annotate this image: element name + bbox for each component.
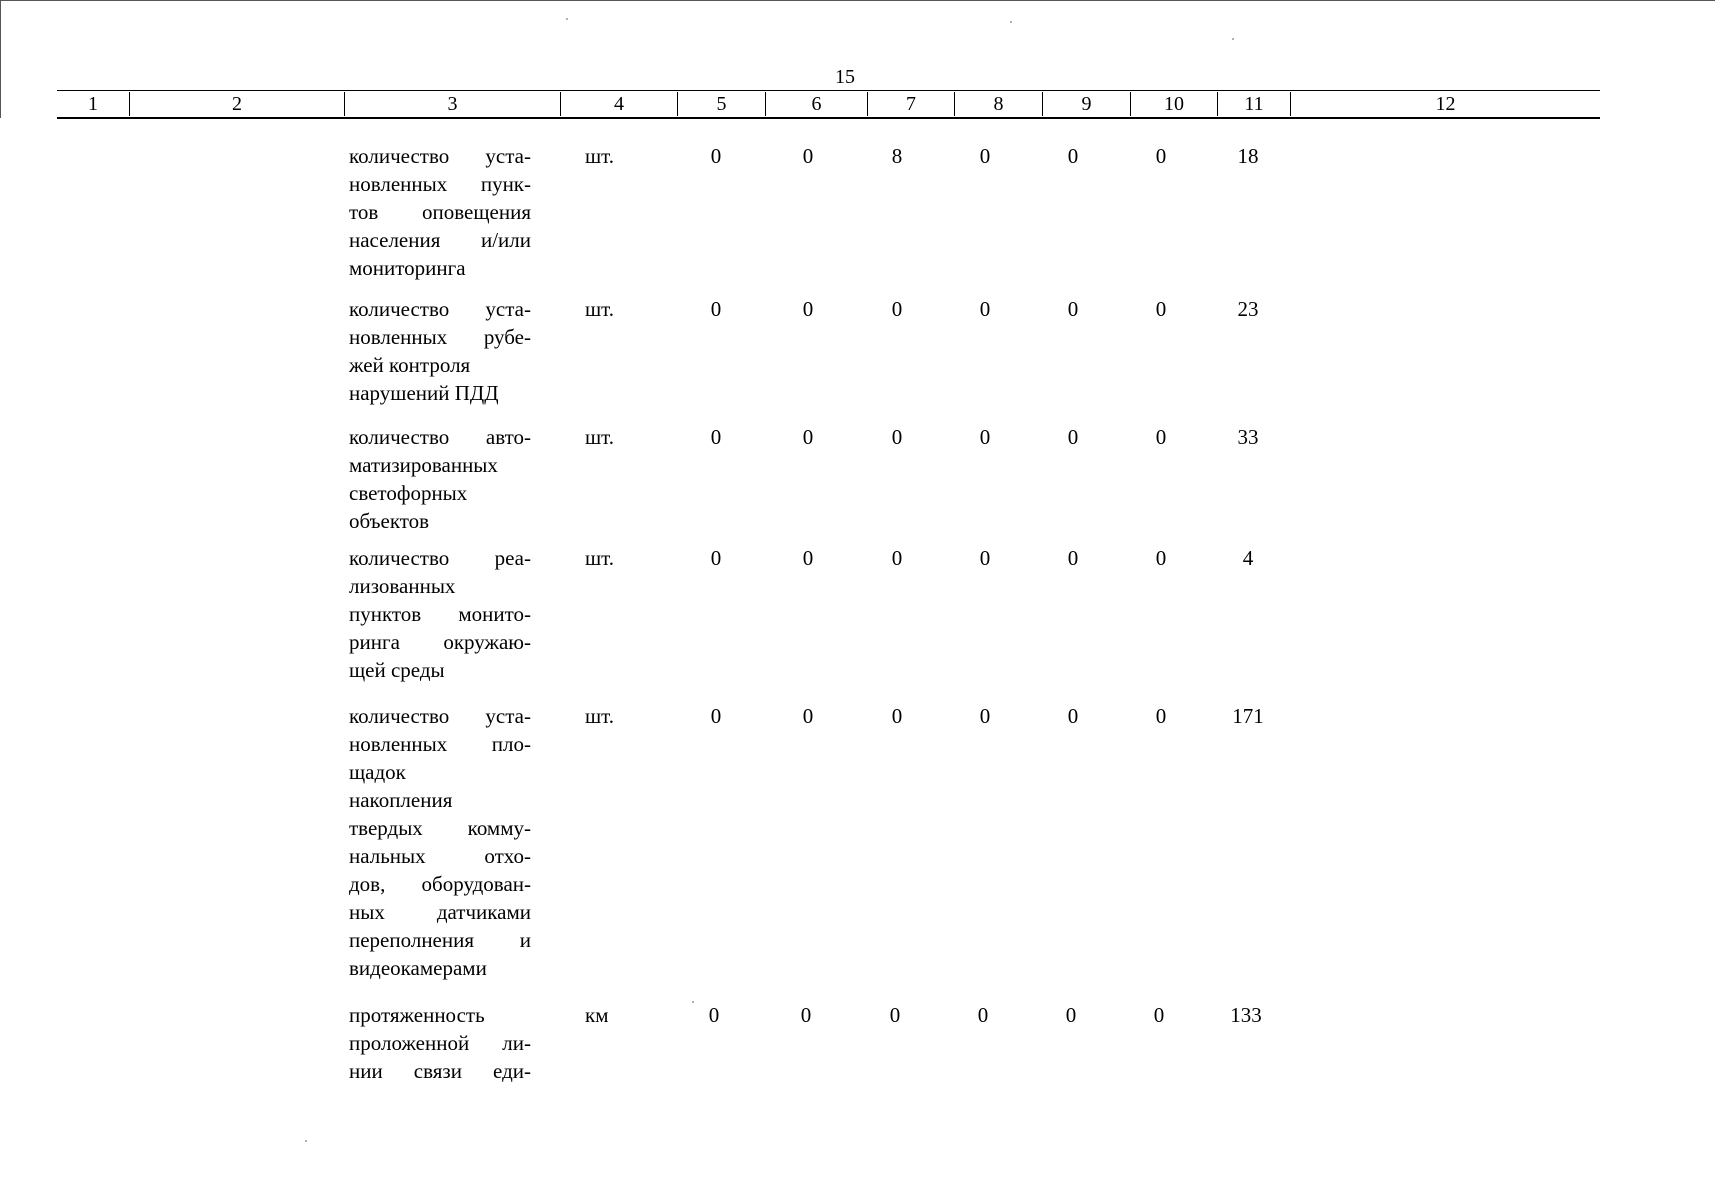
column-header: 3 bbox=[345, 92, 561, 116]
value-col-6: 0 bbox=[800, 1003, 812, 1027]
indicator-line: количество авто- bbox=[349, 425, 531, 449]
value-col-9: 0 bbox=[1067, 144, 1079, 168]
indicator-name bbox=[349, 142, 531, 282]
indicator-line: жей контроля bbox=[349, 353, 471, 377]
scan-edge-top bbox=[0, 0, 1715, 1]
indicator-line: ных датчиками bbox=[349, 900, 531, 924]
indicator-name bbox=[349, 423, 531, 535]
page-number: 15 bbox=[835, 66, 855, 88]
value-col-7: 0 bbox=[889, 1003, 901, 1027]
value-col-7: 0 bbox=[891, 546, 903, 570]
value-col-5: 0 bbox=[710, 546, 722, 570]
unit-cell: шт. bbox=[585, 425, 615, 449]
value-col-10: 0 bbox=[1155, 144, 1167, 168]
value-col-6: 0 bbox=[802, 297, 814, 321]
column-header: 8 bbox=[955, 92, 1043, 116]
indicator-line: матизированных bbox=[349, 453, 498, 477]
column-header: 1 bbox=[57, 92, 130, 116]
indicator-line: твердых комму- bbox=[349, 816, 531, 840]
indicator-line: количество уста- bbox=[349, 704, 531, 728]
column-header: 6 bbox=[766, 92, 868, 116]
indicator-line: накопления bbox=[349, 788, 453, 812]
indicator-name bbox=[349, 702, 531, 982]
value-col-10: 0 bbox=[1155, 704, 1167, 728]
value-col-11: 171 bbox=[1232, 704, 1264, 728]
value-col-11: 4 bbox=[1242, 546, 1254, 570]
scan-speck bbox=[1010, 21, 1012, 23]
value-col-9: 0 bbox=[1067, 297, 1079, 321]
column-header: 10 bbox=[1131, 92, 1218, 116]
indicator-line: объектов bbox=[349, 509, 430, 533]
unit-cell: км bbox=[585, 1003, 609, 1027]
unit-cell: шт. bbox=[585, 546, 615, 570]
indicator-line: нии связи еди- bbox=[349, 1059, 531, 1083]
scan-speck bbox=[692, 1001, 694, 1003]
indicator-line: дов, оборудован- bbox=[349, 872, 531, 896]
value-col-7: 0 bbox=[891, 704, 903, 728]
value-col-8: 0 bbox=[977, 1003, 989, 1027]
header-rule-top bbox=[57, 90, 1600, 91]
indicator-line: светофорных bbox=[349, 481, 468, 505]
scan-speck bbox=[566, 18, 568, 20]
value-col-6: 0 bbox=[802, 546, 814, 570]
column-header: 9 bbox=[1043, 92, 1131, 116]
column-header: 4 bbox=[561, 92, 678, 116]
value-col-7: 8 bbox=[891, 144, 903, 168]
value-col-9: 0 bbox=[1067, 425, 1079, 449]
scan-speck bbox=[305, 1140, 307, 1142]
unit-cell: шт. bbox=[585, 704, 615, 728]
column-header: 2 bbox=[130, 92, 345, 116]
indicator-line: населения и/или bbox=[349, 228, 531, 252]
value-col-5: 0 bbox=[710, 297, 722, 321]
header-rule-bottom bbox=[57, 117, 1600, 119]
indicator-line: щей среды bbox=[349, 658, 445, 682]
value-col-10: 0 bbox=[1155, 425, 1167, 449]
value-col-5: 0 bbox=[710, 144, 722, 168]
value-col-5: 0 bbox=[710, 425, 722, 449]
indicator-line: новленных пунк- bbox=[349, 172, 531, 196]
indicator-line: нальных отхо- bbox=[349, 844, 531, 868]
column-header: 5 bbox=[678, 92, 766, 116]
unit-cell: шт. bbox=[585, 297, 615, 321]
value-col-8: 0 bbox=[979, 297, 991, 321]
value-col-11: 18 bbox=[1237, 144, 1259, 168]
value-col-8: 0 bbox=[979, 144, 991, 168]
value-col-10: 0 bbox=[1155, 297, 1167, 321]
value-col-11: 33 bbox=[1237, 425, 1259, 449]
indicator-line: новленных пло- bbox=[349, 732, 531, 756]
indicator-line: нарушений ПДД bbox=[349, 381, 499, 405]
indicator-line: новленных рубе- bbox=[349, 325, 531, 349]
value-col-10: 0 bbox=[1155, 546, 1167, 570]
indicator-name bbox=[349, 544, 531, 684]
value-col-6: 0 bbox=[802, 144, 814, 168]
value-col-6: 0 bbox=[802, 425, 814, 449]
value-col-5: 0 bbox=[710, 704, 722, 728]
indicator-line: ринга окружаю- bbox=[349, 630, 531, 654]
indicator-line: протяженность bbox=[349, 1003, 485, 1027]
value-col-5: 0 bbox=[708, 1003, 720, 1027]
indicator-line: переполнения и bbox=[349, 928, 531, 952]
value-col-10: 0 bbox=[1153, 1003, 1165, 1027]
indicator-line: количество реа- bbox=[349, 546, 531, 570]
value-col-8: 0 bbox=[979, 425, 991, 449]
indicator-line: мониторинга bbox=[349, 256, 466, 280]
value-col-8: 0 bbox=[979, 546, 991, 570]
value-col-6: 0 bbox=[802, 704, 814, 728]
column-header: 11 bbox=[1218, 92, 1291, 116]
indicator-line: количество уста- bbox=[349, 297, 531, 321]
indicator-line: тов оповещения bbox=[349, 200, 531, 224]
scan-speck bbox=[1232, 38, 1234, 40]
value-col-9: 0 bbox=[1067, 546, 1079, 570]
indicator-line: лизованных bbox=[349, 574, 456, 598]
value-col-9: 0 bbox=[1065, 1003, 1077, 1027]
column-header: 7 bbox=[868, 92, 955, 116]
indicator-line: щадок bbox=[349, 760, 406, 784]
column-header: 12 bbox=[1435, 93, 1456, 115]
value-col-8: 0 bbox=[979, 704, 991, 728]
indicator-line: количество уста- bbox=[349, 144, 531, 168]
value-col-7: 0 bbox=[891, 297, 903, 321]
value-col-9: 0 bbox=[1067, 704, 1079, 728]
value-col-11: 133 bbox=[1230, 1003, 1262, 1027]
value-col-11: 23 bbox=[1237, 297, 1259, 321]
indicator-line: пунктов монито- bbox=[349, 602, 531, 626]
value-col-7: 0 bbox=[891, 425, 903, 449]
indicator-line: проложенной ли- bbox=[349, 1031, 531, 1055]
indicator-name bbox=[349, 295, 531, 407]
unit-cell: шт. bbox=[585, 144, 615, 168]
indicator-line: видеокамерами bbox=[349, 956, 487, 980]
scan-edge-left bbox=[0, 0, 1, 118]
indicator-name bbox=[349, 1001, 531, 1085]
